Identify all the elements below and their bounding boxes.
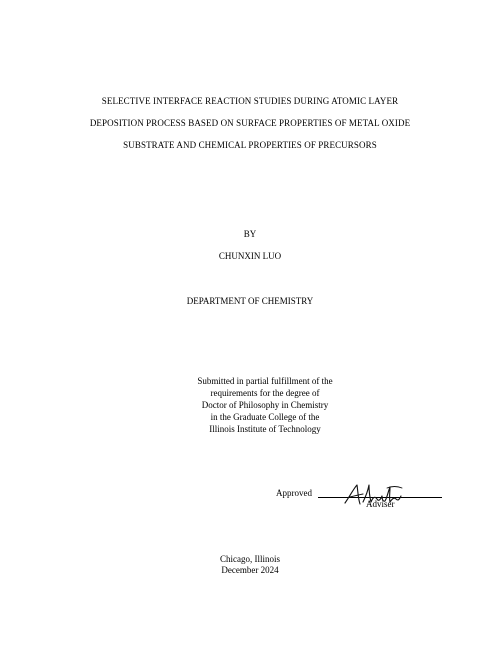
location-text: Chicago, Illinois — [220, 554, 280, 564]
author-name: CHUNXIN LUO — [218, 251, 282, 261]
thesis-title-line-1: SELECTIVE INTERFACE REACTION STUDIES DURING ATOMIC LAYER — [101, 96, 399, 106]
submission-line-3: Doctor of Philosophy in Chemistry — [201, 400, 329, 410]
submission-line-5: Illinois Institute of Technology — [209, 424, 321, 434]
adviser-label: Adviser — [366, 499, 395, 509]
approval-block — [276, 488, 446, 516]
submission-statement — [150, 375, 380, 435]
approved-label: Approved — [276, 488, 312, 498]
department-name: DEPARTMENT OF CHEMISTRY — [186, 296, 314, 306]
date-text: December 2024 — [221, 565, 279, 575]
submission-line-4: in the Graduate College of the — [210, 412, 320, 422]
thesis-title-line-3: SUBSTRATE AND CHEMICAL PROPERTIES OF PRECURSORS — [123, 140, 377, 150]
by-label: BY — [243, 229, 257, 239]
submission-line-2: requirements for the degree of — [210, 388, 320, 398]
footer-block — [0, 554, 500, 576]
submission-line-1: Submitted in partial fulfillment of the — [197, 376, 333, 386]
thesis-title-line-2: DEPOSITION PROCESS BASED ON SURFACE PROPERTIES OF METAL OXIDE — [89, 118, 411, 128]
